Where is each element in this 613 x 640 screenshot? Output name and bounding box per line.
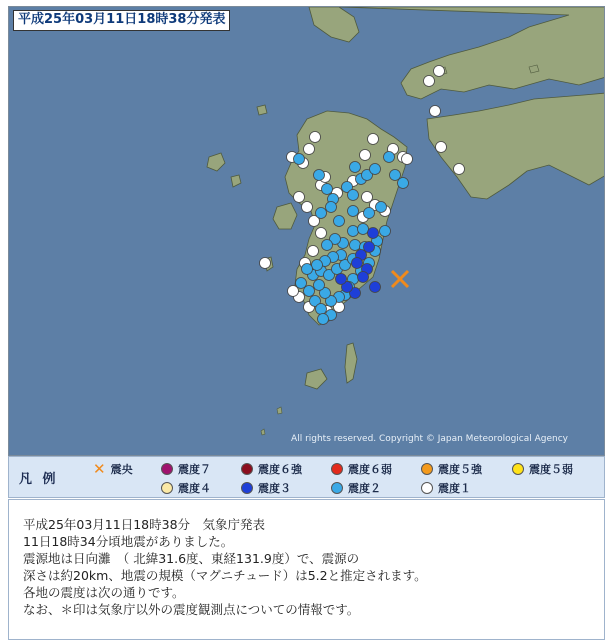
legend-shindo-7 <box>161 461 211 477</box>
legend-epicenter <box>93 461 133 477</box>
station-shindo-1 <box>260 258 271 269</box>
info-line-intensity-intro: 各地の震度は次の通りです。 <box>23 585 185 600</box>
station-shindo-1 <box>436 142 447 153</box>
station-shindo-2 <box>348 190 359 201</box>
legend-shindo-6-upper <box>241 461 302 477</box>
legend-shindo-2 <box>331 480 381 496</box>
station-shindo-2 <box>322 240 333 251</box>
station-shindo-2 <box>316 208 327 219</box>
station-shindo-1 <box>308 246 319 257</box>
station-shindo-2 <box>312 260 323 271</box>
info-line-issued: 平成25年03月11日18時38分 気象庁発表 <box>23 517 266 532</box>
station-shindo-2 <box>358 224 369 235</box>
legend-label: 震度６強 <box>258 463 302 476</box>
station-shindo-2 <box>370 164 381 175</box>
station-shindo-2 <box>384 152 395 163</box>
station-shindo-2 <box>376 202 387 213</box>
legend-label: 震度４ <box>178 482 211 495</box>
station-shindo-1 <box>304 144 315 155</box>
station-shindo-2 <box>314 280 325 291</box>
shindo-3-dot-icon <box>241 482 253 494</box>
station-shindo-2 <box>350 240 361 251</box>
station-shindo-3 <box>370 282 381 293</box>
station-shindo-1 <box>362 192 373 203</box>
shindo-1-dot-icon <box>421 482 433 494</box>
station-shindo-2 <box>380 226 391 237</box>
map-canvas <box>9 7 605 456</box>
station-shindo-1 <box>294 192 305 203</box>
station-shindo-1 <box>368 134 379 145</box>
station-shindo-2 <box>294 154 305 165</box>
legend-label: 震度５弱 <box>529 463 573 476</box>
station-shindo-2 <box>302 264 313 275</box>
shindo-4-dot-icon <box>161 482 173 494</box>
station-shindo-1 <box>316 228 327 239</box>
legend-shindo-5-upper <box>421 461 482 477</box>
legend-label: 震度７ <box>178 463 211 476</box>
map-title: 平成25年03月11日18時38分発表 <box>13 10 230 31</box>
epicenter-legend-icon: ✕ <box>93 460 106 478</box>
station-shindo-1 <box>434 66 445 77</box>
legend-shindo-3 <box>241 480 291 496</box>
shindo-7-dot-icon <box>161 463 173 475</box>
station-shindo-2 <box>334 216 345 227</box>
land-iki <box>257 105 267 115</box>
station-shindo-2 <box>364 208 375 219</box>
station-shindo-3 <box>352 258 363 269</box>
station-shindo-3 <box>368 228 379 239</box>
station-shindo-1 <box>430 106 441 117</box>
station-shindo-2 <box>316 304 327 315</box>
station-shindo-1 <box>360 150 371 161</box>
station-shindo-1 <box>310 132 321 143</box>
legend-title: 凡 例 <box>19 472 59 487</box>
station-shindo-1 <box>424 76 435 87</box>
legend-shindo-4 <box>161 480 211 496</box>
station-shindo-2 <box>314 170 325 181</box>
legend-label: 震度２ <box>348 482 381 495</box>
legend-label: 震度６弱 <box>348 463 392 476</box>
station-shindo-2 <box>398 178 409 189</box>
station-shindo-1 <box>302 202 313 213</box>
info-panel <box>8 499 605 640</box>
legend-shindo-5-lower <box>512 461 573 477</box>
shindo-2-dot-icon <box>331 482 343 494</box>
info-line-depth-magnitude: 深さは約20km、地震の規模（マグニチュード）は5.2と推定されます。 <box>23 568 427 583</box>
station-shindo-2 <box>350 162 361 173</box>
station-shindo-2 <box>326 202 337 213</box>
legend-shindo-1 <box>421 480 471 496</box>
shindo-6-lower-dot-icon <box>331 463 343 475</box>
station-shindo-2 <box>348 226 359 237</box>
copyright-notice: All rights reserved. Copyright © Japan Meteorological Agency <box>291 434 568 444</box>
map-panel <box>8 6 605 456</box>
legend-label: 震央 <box>110 463 133 476</box>
legend-label: 震度５強 <box>438 463 482 476</box>
station-shindo-2 <box>348 206 359 217</box>
station-shindo-3 <box>336 274 347 285</box>
legend-label: 震度３ <box>258 482 291 495</box>
station-shindo-2 <box>322 184 333 195</box>
station-shindo-1 <box>454 164 465 175</box>
station-shindo-3 <box>358 272 369 283</box>
station-shindo-1 <box>402 154 413 165</box>
info-line-note: なお、＊印は気象庁以外の震度観測点についての情報です。 <box>23 602 360 617</box>
legend-shindo-6-lower <box>331 461 392 477</box>
shindo-6-upper-dot-icon <box>241 463 253 475</box>
legend-bar <box>8 456 605 498</box>
station-shindo-2 <box>304 286 315 297</box>
shindo-5-lower-dot-icon <box>512 463 524 475</box>
legend-label: 震度１ <box>438 482 471 495</box>
shindo-5-upper-dot-icon <box>421 463 433 475</box>
info-line-epicenter: 震源地は日向灘 （ 北緯31.6度、東経131.9度）で、震源の <box>23 551 360 566</box>
info-line-occurrence: 11日18時34分頃地震がありました。 <box>23 534 234 549</box>
station-shindo-2 <box>318 314 329 325</box>
